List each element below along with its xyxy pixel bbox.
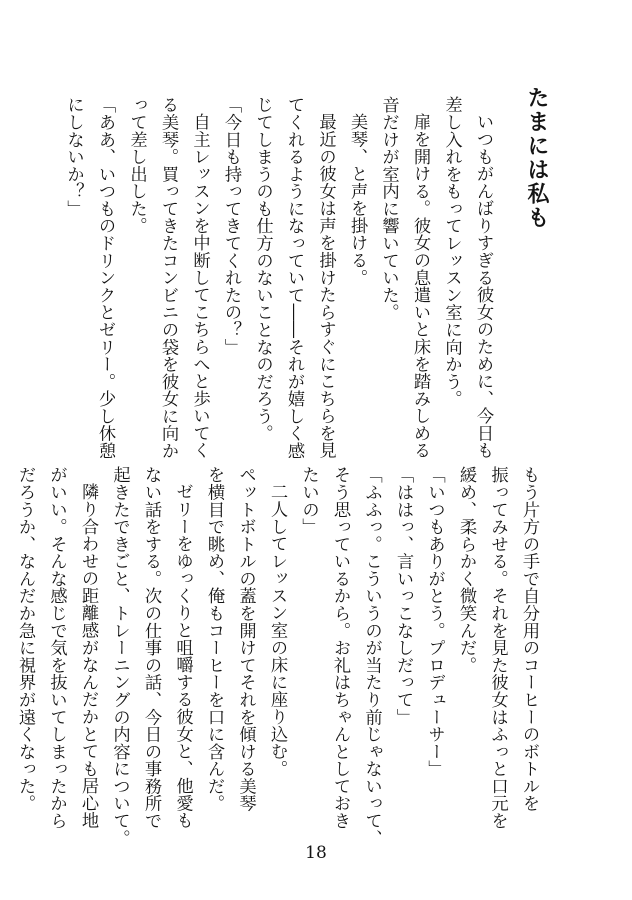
text-line: 音だけが室内に響いていた。: [378, 96, 399, 321]
text-line: 「今日も持ってきてくれたの？」: [221, 96, 241, 356]
text-line: 最近の彼女は声を掛けたらすぐにこちらを見: [315, 113, 336, 460]
upper-text-block: [63, 96, 498, 460]
text-line: 扉を開ける。彼女の息遣いと床を踏みしめる: [410, 113, 430, 460]
text-line: 緩め、柔らかく微笑んだ。: [456, 466, 476, 674]
text-line: 二人してレッスン室の床に座り込む。: [267, 483, 287, 778]
chapter-title: たまには私も: [524, 86, 549, 230]
text-line: 美琴、と声を掛ける。: [347, 113, 367, 287]
page-number: 18: [305, 843, 327, 863]
text-line: 隣り合わせの距離感がなんだかとても居心地: [78, 483, 98, 830]
text-line: そう思っているから。お礼はちゃんとしておき: [330, 466, 350, 830]
text-line: 起きたできごと、トレーニングの内容について。: [109, 466, 130, 847]
text-line: 自主レッスンを中断してこちらへと歩いてく: [189, 113, 210, 460]
text-line: だろうか、なんだか急に視界が遠くなった。: [15, 466, 35, 812]
text-line: じてしまうのも仕方のないことなのだろう。: [252, 96, 273, 442]
text-line: を横目で眺め、俺もコーヒーを口に含んだ。: [204, 466, 224, 812]
text-line: ない話をする。次の仕事の話、今日の事務所で: [141, 466, 161, 830]
text-line: 振ってみせる。それを見た彼女はふっと口元を: [487, 466, 508, 830]
text-line: たいの」: [298, 466, 319, 536]
text-line: いつもがんばりすぎる彼女のために、今日も: [473, 113, 493, 460]
lower-text-block: [15, 466, 544, 847]
text-line: ペットボトルの蓋を開けてそれを傾ける美琴: [235, 466, 256, 812]
text-line: って差し出した。: [126, 96, 147, 235]
text-line: 「いつもありがとう。プロデューサー」: [424, 466, 445, 778]
text-line: 「ふふっ。こういうのが当たり前じゃないって、: [361, 466, 382, 847]
text-line: 「ははっ、言いっこなしだって」: [393, 466, 413, 726]
text-line: ゼリーをゆっくりと咀嚼する彼女と、他愛も: [172, 483, 193, 830]
text-line: にしないか？」: [63, 96, 84, 218]
text-line: もう片方の手で自分用のコーヒーのボトルを: [519, 466, 539, 812]
text-line: てくれるようになっていて――それが嬉しく感: [284, 96, 304, 460]
text-line: 「ああ、いつものドリンクとゼリー。少し休憩: [95, 96, 115, 460]
text-line: がいい。そんな感じで気を抜いてしまったから: [46, 466, 67, 830]
text-line: る美琴。買ってきたコンビニの袋を彼女に向か: [158, 96, 178, 460]
text-line: 差し入れをもってレッスン室に向かう。: [441, 96, 462, 408]
